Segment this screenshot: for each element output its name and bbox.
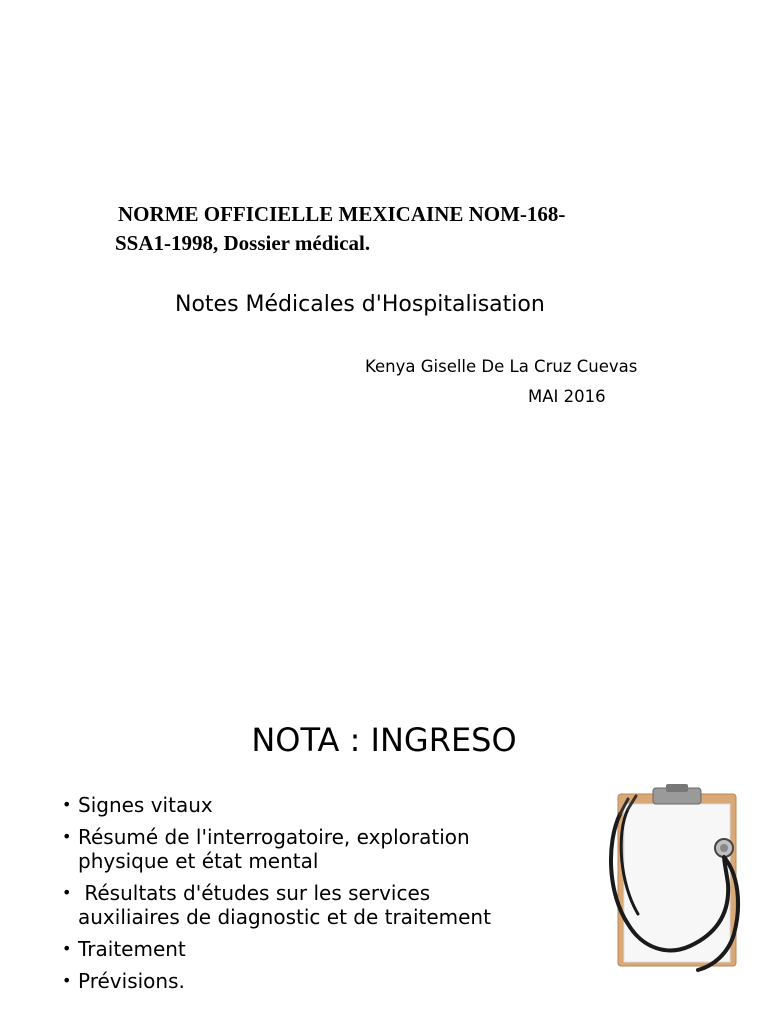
norm-title-line-2: SSA1-1998, Dossier médical.	[115, 231, 371, 255]
slide-title	[0, 720, 768, 760]
bullet-list	[60, 793, 560, 1001]
author-name: Kenya Giselle De La Cruz Cuevas	[365, 357, 638, 376]
norm-title	[115, 200, 655, 258]
bullet-text-line-1: Signes vitaux	[78, 793, 213, 817]
bullet-text-line-1: Traitement	[78, 937, 186, 961]
nota-ingreso-slide	[0, 512, 768, 1024]
slide-title-text: NOTA : INGRESO	[251, 721, 517, 759]
subtitle-text: Notes Médicales d'Hospitalisation	[175, 292, 545, 317]
list-item	[60, 793, 560, 817]
bullet-text-line-2: physique et état mental	[78, 849, 319, 873]
bullet-text-line-2: auxiliaires de diagnostic et de traitement	[78, 905, 491, 929]
list-item	[60, 881, 560, 929]
list-item	[60, 825, 560, 873]
presentation-date: MAI 2016	[528, 387, 606, 406]
list-item	[60, 969, 560, 993]
norm-title-line-1: NORME OFFICIELLE MEXICAINE NOM-168-	[118, 202, 566, 226]
bullet-text-line-1: Résumé de l'interrogatoire, exploration	[78, 825, 470, 849]
bullet-text-line-1: Résultats d'études sur les services	[78, 881, 431, 905]
bullet-text-line-1: Prévisions.	[78, 969, 185, 993]
clipboard-stethoscope-icon	[598, 774, 746, 974]
list-item	[60, 937, 560, 961]
